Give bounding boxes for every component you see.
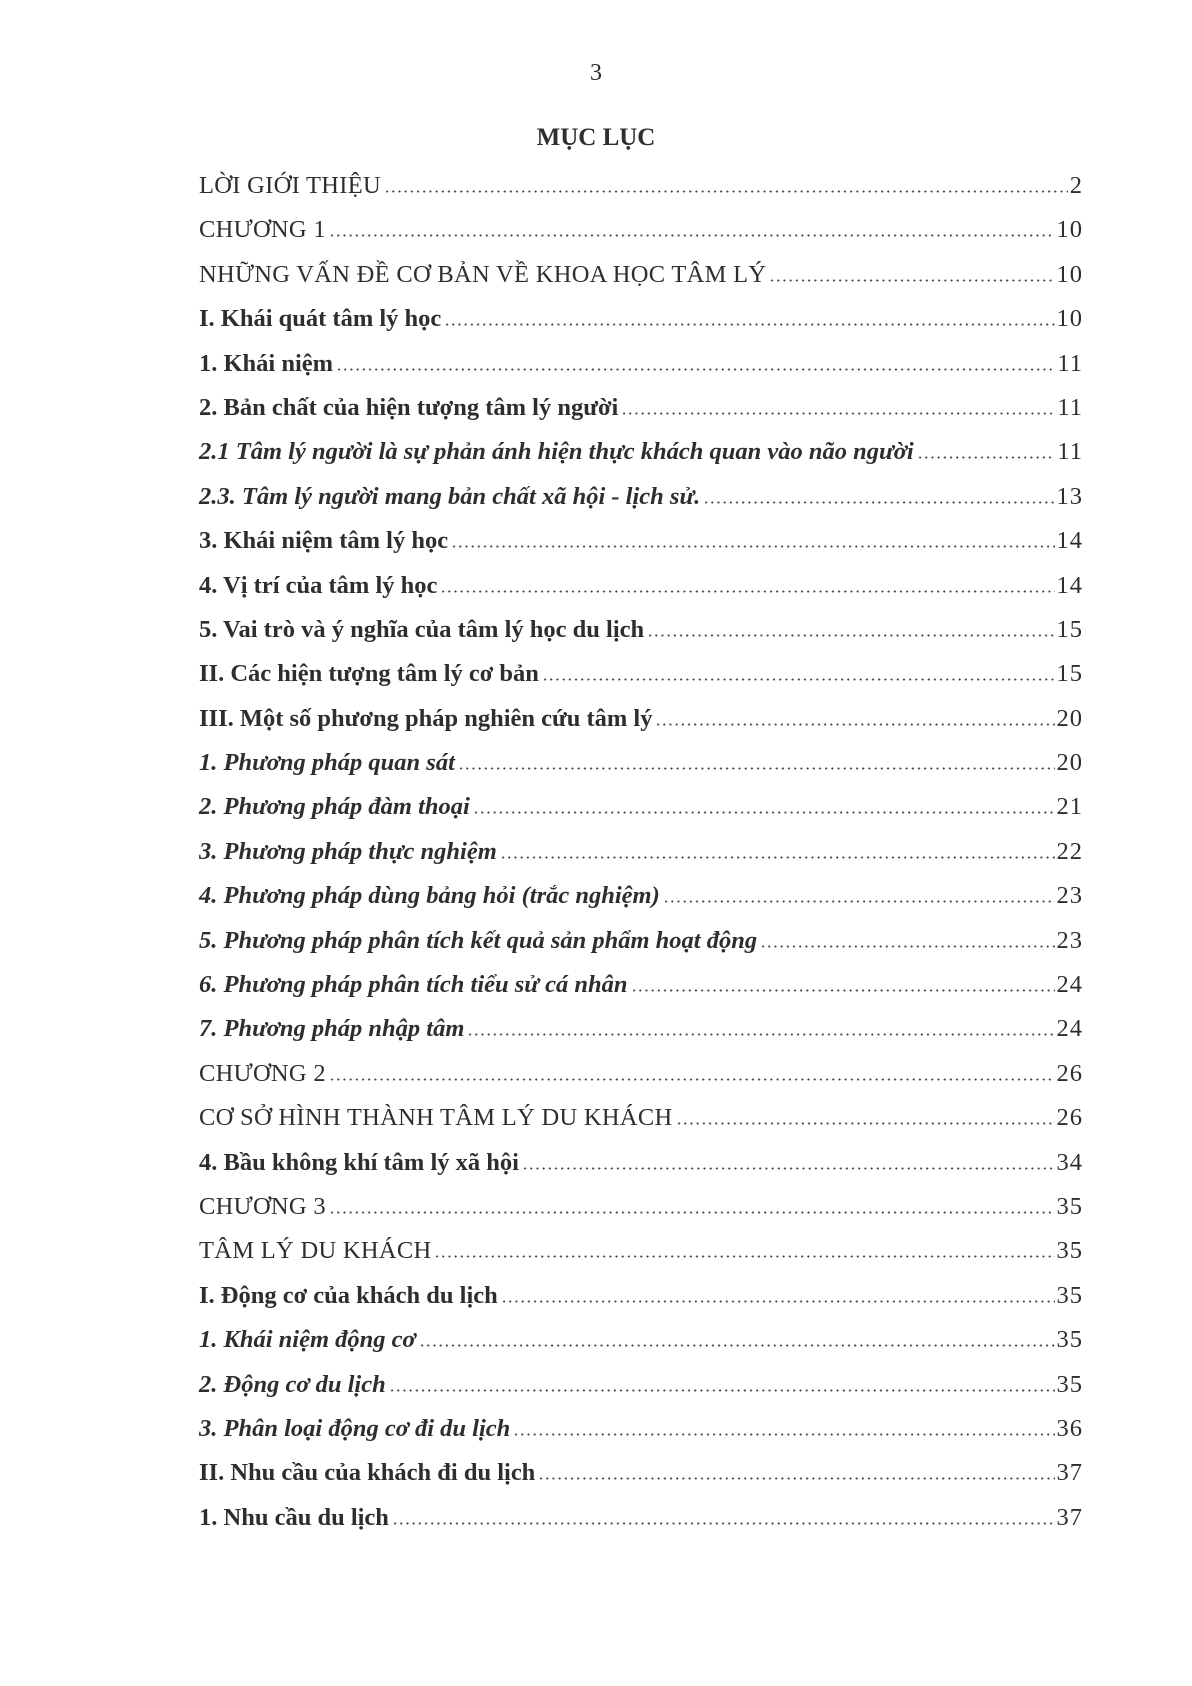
toc-entry-label: II. Các hiện tượng tâm lý cơ bản [199, 660, 539, 688]
dot-leader [663, 900, 1055, 903]
toc-entry[interactable] [199, 1100, 1083, 1144]
page-title: MỤC LỤC [536, 124, 656, 151]
toc-entry-label: III. Một số phương pháp nghiên cứu tâm lý [199, 704, 653, 732]
dot-leader [336, 368, 1055, 371]
toc-entry[interactable] [199, 257, 1083, 301]
toc-entry-label: CHƯƠNG 3 [199, 1192, 326, 1220]
toc-entry[interactable] [199, 656, 1083, 700]
toc-entry[interactable] [199, 834, 1083, 878]
dot-leader [631, 989, 1055, 992]
toc-entry-page: 10 [1056, 305, 1083, 333]
toc-entry-label: 2. Phương pháp đàm thoại [199, 793, 470, 821]
toc-entry-page: 37 [1056, 1459, 1083, 1487]
toc-entry-page: 35 [1056, 1192, 1083, 1220]
toc-entry[interactable] [199, 789, 1083, 833]
toc-entry[interactable] [199, 1056, 1083, 1100]
dot-leader [500, 856, 1055, 859]
toc-entry[interactable] [199, 523, 1083, 567]
toc-entry[interactable] [199, 1411, 1083, 1455]
toc-entry[interactable] [199, 568, 1083, 612]
toc-entry-page: 37 [1056, 1503, 1083, 1531]
toc-entry-page: 13 [1056, 482, 1083, 510]
dot-leader [384, 190, 1068, 193]
toc-entry-page: 11 [1057, 393, 1083, 421]
toc-entry-label: II. Nhu cầu của khách đi du lịch [199, 1459, 536, 1487]
toc-entry-page: 11 [1057, 349, 1083, 377]
toc-entry-page: 20 [1056, 704, 1083, 732]
dot-leader [621, 412, 1055, 415]
toc-entry-label: 2.1 Tâm lý người là sự phản ánh hiện thực khách quan vào não người [199, 438, 914, 466]
toc-entry-label: 1. Khái niệm [199, 349, 334, 377]
toc-entry[interactable] [199, 301, 1083, 345]
toc-entry-label: 7. Phương pháp nhập tâm [199, 1015, 465, 1043]
toc-entry-label: CƠ SỞ HÌNH THÀNH TÂM LÝ DU KHÁCH [199, 1104, 673, 1132]
toc-entry-page: 36 [1056, 1414, 1083, 1442]
toc-entry-page: 20 [1056, 749, 1083, 777]
dot-leader [458, 767, 1055, 770]
dot-leader [444, 323, 1054, 326]
toc-entry[interactable] [199, 701, 1083, 745]
toc-entry-page: 34 [1056, 1148, 1083, 1176]
dot-leader [542, 678, 1055, 681]
toc-entry-page: 10 [1056, 216, 1083, 244]
toc-entry-page: 21 [1056, 793, 1083, 821]
toc-entry-page: 35 [1056, 1237, 1083, 1265]
toc-entry-page: 24 [1056, 971, 1083, 999]
dot-leader [392, 1522, 1055, 1525]
toc-entry-label: 1. Nhu cầu du lịch [199, 1503, 389, 1531]
dot-leader [538, 1477, 1054, 1480]
toc-entry-label: I. Động cơ của khách du lịch [199, 1281, 498, 1309]
toc-entry-label: 1. Phương pháp quan sát [199, 749, 455, 777]
toc-entry-page: 22 [1056, 837, 1083, 865]
toc-entry-label: LỜI GIỚI THIỆU [199, 172, 382, 199]
toc-entry-label: CHƯƠNG 1 [199, 216, 326, 244]
toc-entry[interactable] [199, 390, 1083, 434]
toc-entry-page: 26 [1056, 1104, 1083, 1132]
toc-entry-label: TÂM LÝ DU KHÁCH [199, 1237, 432, 1265]
dot-leader [467, 1033, 1054, 1036]
dot-leader [501, 1300, 1055, 1303]
toc-entry[interactable] [199, 1145, 1083, 1189]
toc-entry-page: 2 [1069, 172, 1083, 199]
toc-entry-page: 23 [1056, 926, 1083, 954]
toc-entry-label: 1. Khái niệm động cơ [199, 1326, 416, 1354]
toc-entry-page: 23 [1056, 882, 1083, 910]
dot-leader [389, 1389, 1055, 1392]
page-number: 3 [590, 60, 602, 86]
toc-entry-page: 35 [1056, 1281, 1083, 1309]
toc-entry-label: 4. Vị trí của tâm lý học [199, 571, 438, 599]
toc-entry[interactable] [199, 212, 1083, 256]
toc-entry-label: 3. Phân loại động cơ đi du lịch [199, 1414, 511, 1442]
toc-entry-page: 11 [1057, 438, 1083, 466]
toc-entry[interactable] [199, 1322, 1083, 1366]
dot-leader [434, 1255, 1054, 1258]
toc-entry[interactable] [199, 434, 1083, 478]
toc-entry-label: 2. Bản chất của hiện tượng tâm lý người [199, 393, 619, 421]
dot-leader [917, 456, 1056, 459]
toc-entry-page: 15 [1056, 660, 1083, 688]
dot-leader [440, 590, 1054, 593]
toc-entry-label: 4. Bầu không khí tâm lý xã hội [199, 1148, 519, 1176]
toc-entry-label: 2. Động cơ du lịch [199, 1370, 386, 1398]
toc-entry-label: 3. Phương pháp thực nghiệm [199, 837, 497, 865]
toc-entry[interactable] [199, 479, 1083, 523]
toc-entry-label: 5. Vai trò và ý nghĩa của tâm lý học du lịch [199, 615, 645, 643]
toc-entry[interactable] [199, 1278, 1083, 1322]
toc-entry[interactable] [199, 1455, 1083, 1499]
toc-entry-label: 2.3. Tâm lý người mang bản chất xã hội - lịch sử. [199, 482, 701, 510]
toc-entry[interactable] [199, 1189, 1083, 1233]
toc-entry-label: CHƯƠNG 2 [199, 1059, 326, 1087]
dot-leader [513, 1433, 1054, 1436]
toc-entry[interactable] [199, 168, 1083, 212]
toc-entry-page: 15 [1056, 615, 1083, 643]
toc-entry[interactable] [199, 967, 1083, 1011]
dot-leader [419, 1344, 1055, 1347]
toc-entry-label: 6. Phương pháp phân tích tiểu sử cá nhân [199, 971, 628, 999]
dot-leader [329, 1211, 1055, 1214]
toc-entry-label: 5. Phương pháp phân tích kết quả sản phẩm hoạt động [199, 926, 758, 954]
toc-entry[interactable] [199, 1500, 1083, 1544]
toc-entry-page: 10 [1056, 260, 1083, 288]
dot-leader [760, 945, 1054, 948]
toc-entry[interactable] [199, 1367, 1083, 1411]
dot-leader [769, 279, 1054, 282]
toc-entry-page: 35 [1056, 1326, 1083, 1354]
dot-leader [473, 811, 1055, 814]
toc-entry-page: 35 [1056, 1370, 1083, 1398]
dot-leader [647, 634, 1054, 637]
dot-leader [703, 501, 1054, 504]
toc-entry-label: NHỮNG VẤN ĐỀ CƠ BẢN VỀ KHOA HỌC TÂM LÝ [199, 260, 767, 288]
toc-entry[interactable] [199, 1233, 1083, 1277]
toc-entry[interactable] [199, 745, 1083, 789]
toc-entry-page: 24 [1056, 1015, 1083, 1043]
toc-entry-page: 14 [1056, 571, 1083, 599]
dot-leader [522, 1167, 1055, 1170]
toc-entry[interactable] [199, 346, 1083, 390]
dot-leader [329, 234, 1055, 237]
toc-entry-page: 14 [1056, 527, 1083, 555]
dot-leader [329, 1078, 1055, 1081]
toc-entry[interactable] [199, 612, 1083, 656]
toc-entry-label: 3. Khái niệm tâm lý học [199, 527, 449, 555]
toc-entry-label: I. Khái quát tâm lý học [199, 305, 442, 333]
toc-entry[interactable] [199, 878, 1083, 922]
toc-entry[interactable] [199, 1011, 1083, 1055]
toc-entry-page: 26 [1056, 1059, 1083, 1087]
dot-leader [451, 545, 1054, 548]
toc-entry[interactable] [199, 923, 1083, 967]
table-of-contents [199, 168, 1083, 1544]
toc-entry-label: 4. Phương pháp dùng bảng hỏi (trắc nghiệm) [199, 882, 660, 910]
dot-leader [676, 1122, 1055, 1125]
dot-leader [655, 723, 1054, 726]
